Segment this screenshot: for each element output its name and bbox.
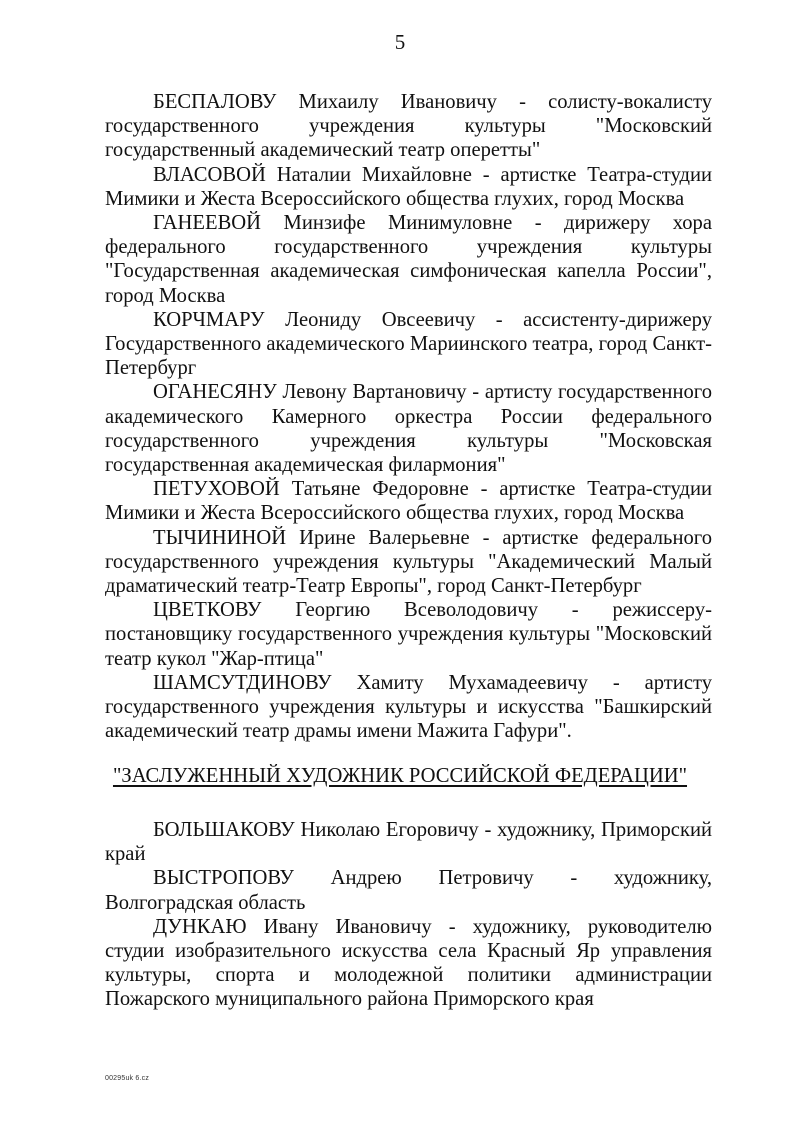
award-list-top [105, 90, 712, 743]
award-entry: ТЫЧИНИНОЙ Ирине Валерьевне - артистке федерального государственного учреждения культуры "Академический Малый драматический театр-Театр Европы", город Санкт-Петербург [105, 526, 712, 598]
award-entry: ВЫСТРОПОВУ Андрею Петровичу - художнику, Волгоградская область [105, 867, 712, 914]
award-list-bottom [105, 818, 712, 1012]
award-entry: ШАМСУТДИНОВУ Хамиту Мухамадеевичу - артисту государственного учреждения культуры и искусства "Башкирский академический театр драмы имени Мажита Гафури". [105, 671, 712, 743]
award-entry: ВЛАСОВОЙ Наталии Михайловне - артистке Театра-студии Мимики и Жеста Всероссийского общества глухих, город Москва [105, 163, 712, 210]
award-entry: ОГАНЕСЯНУ Левону Вартановичу - артисту государственного академического Камерного оркестра России федерального государственного учреждения культуры "Московская государственная академическая филармония" [105, 381, 712, 477]
award-entry: ПЕТУХОВОЙ Татьяне Федоровне - артистке Театра-студии Мимики и Жеста Всероссийского общества глухих, город Москва [105, 478, 712, 525]
award-entry: ЦВЕТКОВУ Георгию Всеволодовичу - режиссеру-постановщику государственного учреждения культуры "Московский театр кукол "Жар-птица" [105, 599, 712, 670]
section-heading-text: "ЗАСЛУЖЕННЫЙ ХУДОЖНИК РОССИЙСКОЙ ФЕДЕРАЦИИ" [112, 765, 688, 787]
section-heading [0, 764, 800, 788]
document-code: 00295uk 6.cz [105, 1075, 150, 1082]
award-entry: ГАНЕЕВОЙ Минзифе Минимуловне - дирижеру хора федерального государственного учреждения культуры "Государственная академическая симфоническая капелла России", город Москва [105, 212, 712, 307]
award-entry: БОЛЬШАКОВУ Николаю Егоровичу - художнику, Приморский край [105, 819, 712, 866]
page-number: 5 [394, 30, 406, 54]
award-entry: ДУНКАЮ Ивану Ивановичу - художнику, руководителю студии изобразительного искусства села Красный Яр управления культуры, спорта и молодежной политики администрации Пожарского муниципального района Приморского края [105, 915, 712, 1011]
award-entry: КОРЧМАРУ Леониду Овсеевичу - ассистенту-дирижеру Государственного академического Мариинского театра, город Санкт-Петербург [105, 308, 712, 380]
award-entry: БЕСПАЛОВУ Михаилу Ивановичу - солисту-вокалисту государственного учреждения культуры "Московский государственный академический театр оперетты" [105, 91, 712, 162]
